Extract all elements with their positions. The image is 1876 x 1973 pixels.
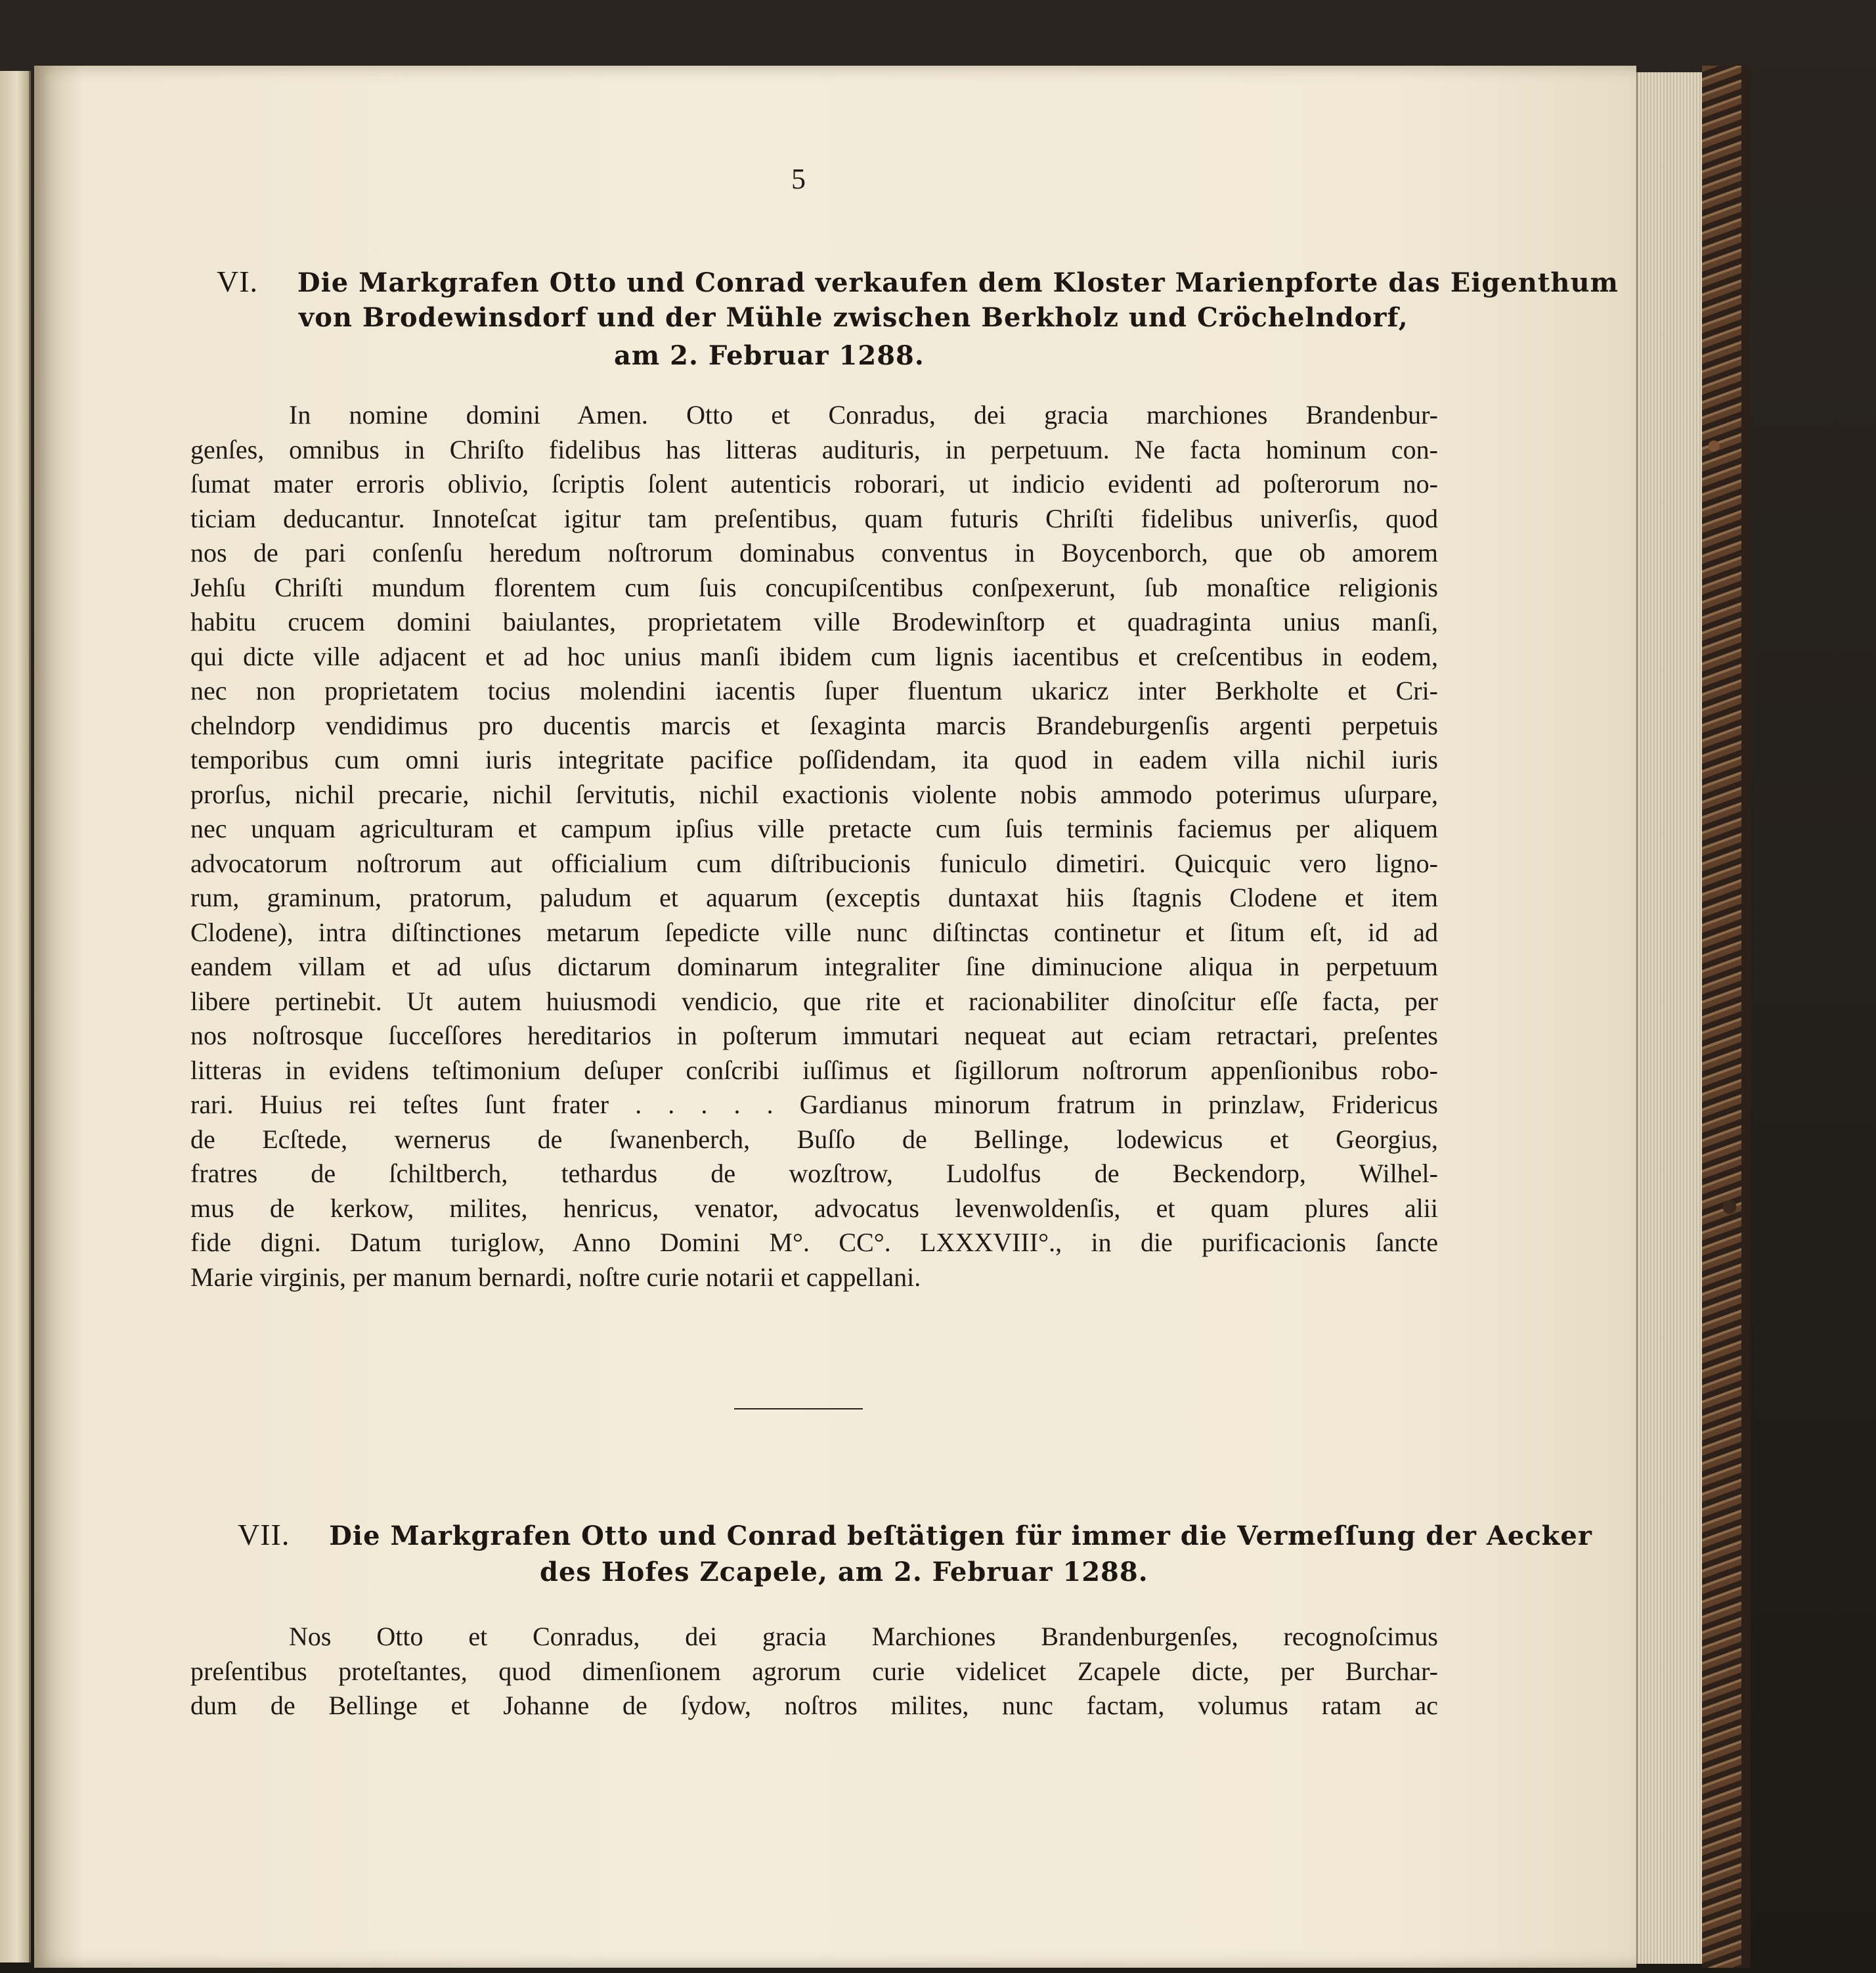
page-number: 5 <box>791 163 806 195</box>
body-line: Clodene), intra diſtinctiones metarum ſepedicte ville nunc diſtinctas continetur et ſitum eſt, id ad <box>190 917 1438 947</box>
body-line: temporibus cum omni iuris integritate pacifice poſſidendam, ita quod in eadem villa nichil iuris <box>190 745 1438 774</box>
body-line: chelndorp vendidimus pro ducentis marcis et ſexaginta marcis Brandeburgenſis argenti perpetuis <box>190 710 1438 740</box>
section-vii-heading-line-1: Die Markgrafen Otto und Conrad beſtätigen für immer die Vermeſſung der Aecker <box>329 1520 1592 1551</box>
section-vi-heading <box>217 264 1619 299</box>
body-line: rum, graminum, pratorum, paludum et aquarum (exceptis duntaxat hiis ſtagnis Clodene et item <box>190 883 1438 912</box>
body-line: eandem villam et ad uſus dictarum dominarum integraliter ſine diminucione aliqua in perpetuum <box>190 952 1438 981</box>
body-line: litteras in evidens teſtimonium deſuper conſcribi iuſſimus et ſigillorum noſtrorum appenſionibus robo- <box>190 1055 1438 1085</box>
body-line: rari. Huius rei teſtes ſunt frater . . . . . Gardianus minorum fratrum in prinzlaw, Fridericus <box>190 1090 1438 1119</box>
section-vi-body <box>190 398 1438 1295</box>
section-vi-heading-line-3: am 2. Februar 1288. <box>614 340 925 371</box>
body-line: nos noſtrosque ſucceſſores hereditarios in poſterum immutari nequeat aut eciam retractari, preſentes <box>190 1021 1438 1050</box>
body-line: prorſus, nichil precarie, nichil ſervitutis, nichil exactionis violente nobis ammodo poterimus uſurpare, <box>190 779 1438 809</box>
section-divider-rule <box>734 1408 863 1409</box>
body-line: qui dicte ville adjacent et ad hoc unius manſi ibidem cum lignis iacentibus et creſcentibus in eodem, <box>190 641 1438 671</box>
section-vii-heading <box>238 1517 1592 1552</box>
body-line: genſes, omnibus in Chriſto fidelibus has litteras audituris, in perpetuum. Ne facta hominum con- <box>190 434 1438 464</box>
section-vi-numeral: VI. <box>217 265 259 298</box>
marbled-cover <box>1702 66 1741 1968</box>
body-line: libere pertinebit. Ut autem huiusmodi vendicio, que rite et racionabiliter dinoſcitur eſſe facta, per <box>190 986 1438 1016</box>
body-line: ſumat mater erroris oblivio, ſcriptis ſolent autenticis roborari, ut indicio evidenti ad poſterorum no- <box>190 469 1438 499</box>
section-vii-numeral: VII. <box>238 1518 290 1551</box>
previous-page-edge <box>0 71 31 1962</box>
body-line: nec non proprietatem tocius molendini iacentis ſuper fluentum ukaricz inter Berkholte et Cri- <box>190 676 1438 705</box>
body-line: de Ecſtede, wernerus de ſwanenberch, Buſſo de Bellinge, lodewicus et Georgius, <box>190 1124 1438 1154</box>
binding-strip <box>1741 66 1751 1968</box>
body-line: dum de Bellinge et Johanne de ſydow, noſtros milites, nunc factam, volumus ratam ac <box>190 1691 1438 1720</box>
body-line: Nos Otto et Conradus, dei gracia Marchiones Brandenburgenſes, recognoſcimus <box>289 1622 1438 1651</box>
body-line: habitu crucem domini baiulantes, proprietatem ville Brodewinſtorp et quadraginta unius manſi, <box>190 607 1438 636</box>
body-line: advocatorum noſtrorum aut officialium cum diſtribucionis funiculo dimetiri. Quicquic vero ligno- <box>190 848 1438 878</box>
section-vii-heading-line-2: des Hofes Zcapele, am 2. Februar 1288. <box>540 1557 1148 1587</box>
body-line: Marie virginis, per manum bernardi, noſtre curie notarii et cappellani. <box>190 1262 921 1292</box>
body-line: fratres de ſchiltberch, tethardus de wozſtrow, Ludolfus de Beckendorp, Wilhel- <box>190 1159 1438 1188</box>
section-vii-body <box>190 1620 1438 1723</box>
body-line: preſentibus proteſtantes, quod dimenſionem agrorum curie videlicet Zcapele dicte, per Burchar- <box>190 1656 1438 1686</box>
section-vi-heading-line-2: von Brodewinsdorf und der Mühle zwischen Berkholz und Cröchelndorf, <box>299 302 1408 333</box>
section-vi-heading-line-1: Die Markgrafen Otto und Conrad verkaufen dem Kloster Marienpforte das Eigenthum <box>297 267 1619 298</box>
page-block-edges <box>1636 72 1703 1964</box>
body-line: mus de kerkow, milites, henricus, venator, advocatus levenwoldenſis, et quam plures alii <box>190 1193 1438 1223</box>
body-line: fide digni. Datum turiglow, Anno Domini M°. CC°. LXXXVIII°., in die purificacionis ſancte <box>190 1228 1438 1257</box>
body-line: nec unquam agriculturam et campum ipſius ville pretacte cum ſuis terminis faciemus per aliquem <box>190 814 1438 843</box>
body-line: ticiam deducantur. Innoteſcat igitur tam preſentibus, quam futuris Chriſti fidelibus univerſis, quod <box>190 503 1438 533</box>
body-line: nos de pari conſenſu heredum noſtrorum dominabus conventus in Boycenborch, que ob amorem <box>190 538 1438 567</box>
body-line: In nomine domini Amen. Otto et Conradus, dei gracia marchiones Brandenbur- <box>289 400 1438 430</box>
body-line: Jehſu Chriſti mundum florentem cum ſuis concupiſcentibus conſpexerunt, ſub monaſtice religionis <box>190 572 1438 602</box>
